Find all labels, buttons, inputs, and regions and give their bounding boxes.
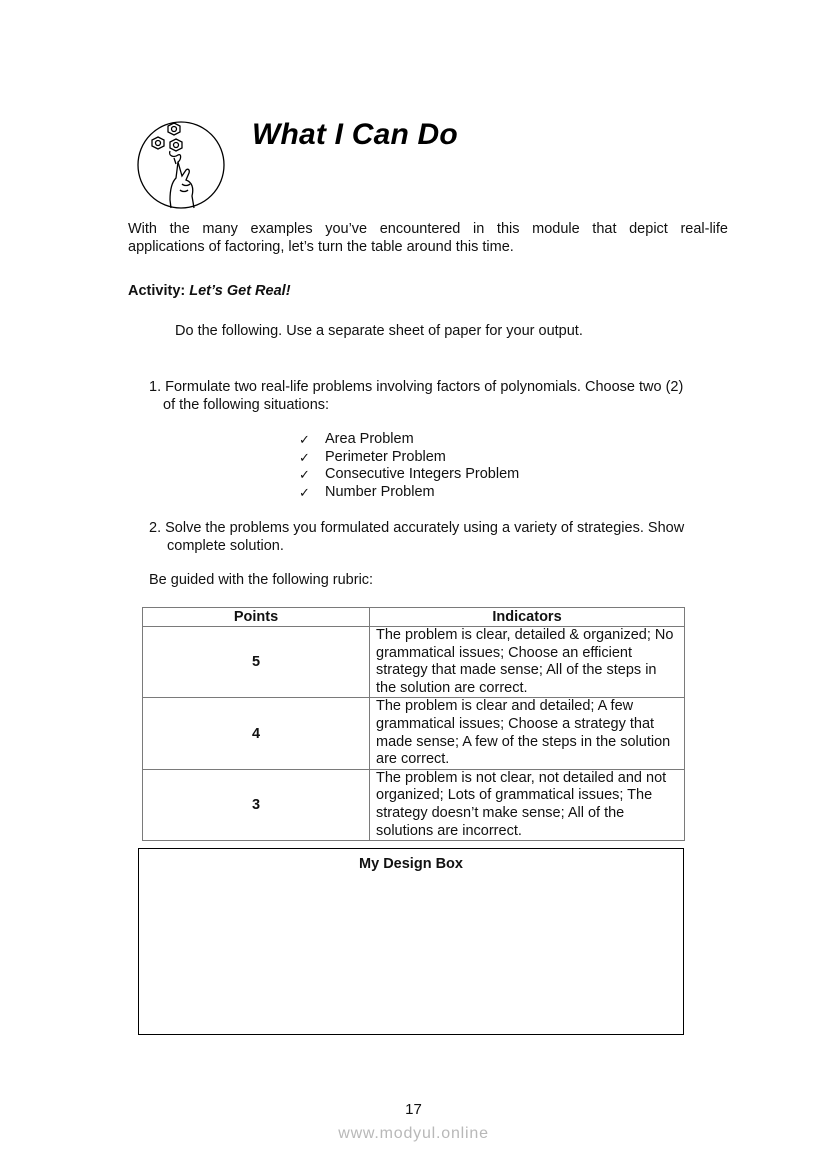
- checklist-item-label: Area Problem: [325, 431, 414, 447]
- hand-with-hex-nuts-icon: [136, 120, 226, 210]
- indicators-cell: The problem is clear and detailed; A few grammatical issues; Choose a strategy that made sense; A few of the steps in the solution are correct.: [370, 698, 685, 769]
- task-number: 2.: [149, 520, 162, 536]
- checkmark-icon: ✓: [299, 432, 310, 447]
- situation-checklist: [299, 431, 519, 502]
- points-cell: 5: [143, 627, 370, 698]
- checkmark-icon: ✓: [299, 449, 310, 465]
- column-header-indicators: Indicators: [370, 608, 685, 627]
- task-text-line-2: of the following situations:: [163, 397, 330, 413]
- checkmark-icon: ✓: [299, 467, 310, 483]
- page-number: 17: [405, 1101, 422, 1118]
- checklist-item: [299, 466, 519, 484]
- checklist-item: [299, 449, 519, 467]
- task-1: [149, 378, 729, 414]
- task-text-line-1: Formulate two real-life problems involving factors of polynomials. Choose two (2): [165, 379, 684, 395]
- rubric-header-row: [143, 608, 685, 627]
- intro-line-1: With the many examples you’ve encountered in this module that depict real-life: [128, 221, 728, 237]
- activity-name: Let’s Get Real!: [189, 283, 291, 299]
- task-text-line-1: Solve the problems you formulated accurately using a variety of strategies. Show: [165, 520, 685, 536]
- table-row: [143, 769, 685, 840]
- table-row: [143, 698, 685, 769]
- rubric-table: [142, 607, 685, 841]
- intro-paragraph: [128, 220, 728, 256]
- task-text-line-2: complete solution.: [167, 538, 284, 554]
- indicators-cell: The problem is clear, detailed & organized; No grammatical issues; Choose an efficient strategy that made sense; All of the steps in the solution are correct.: [370, 627, 685, 698]
- checklist-item-label: Consecutive Integers Problem: [325, 466, 520, 483]
- column-header-points: Points: [143, 608, 370, 627]
- checklist-item-label: Number Problem: [325, 484, 435, 501]
- intro-line-2: applications of factoring, let’s turn the table around this time.: [128, 239, 514, 255]
- activity-label: Activity:: [128, 283, 186, 299]
- watermark: www.modyul.online: [338, 1125, 489, 1142]
- page-title: What I Can Do: [252, 118, 458, 151]
- design-box: [138, 848, 684, 1035]
- points-cell: 4: [143, 698, 370, 769]
- activity-heading: [128, 283, 291, 299]
- checklist-item-label: Perimeter Problem: [325, 448, 446, 465]
- indicators-cell: The problem is not clear, not detailed and not organized; Lots of grammatical issues; The strategy doesn’t make sense; All of the solutions are incorrect.: [370, 769, 685, 840]
- activity-instruction: Do the following. Use a separate sheet of paper for your output.: [175, 323, 583, 339]
- points-cell: 3: [143, 769, 370, 840]
- task-number: 1.: [149, 379, 162, 395]
- rubric-intro: Be guided with the following rubric:: [149, 572, 374, 588]
- checklist-item: [299, 431, 519, 449]
- table-row: [143, 627, 685, 698]
- design-box-title: My Design Box: [359, 856, 463, 872]
- task-2: [149, 519, 739, 555]
- checkmark-icon: ✓: [299, 485, 310, 501]
- checklist-item: [299, 484, 519, 502]
